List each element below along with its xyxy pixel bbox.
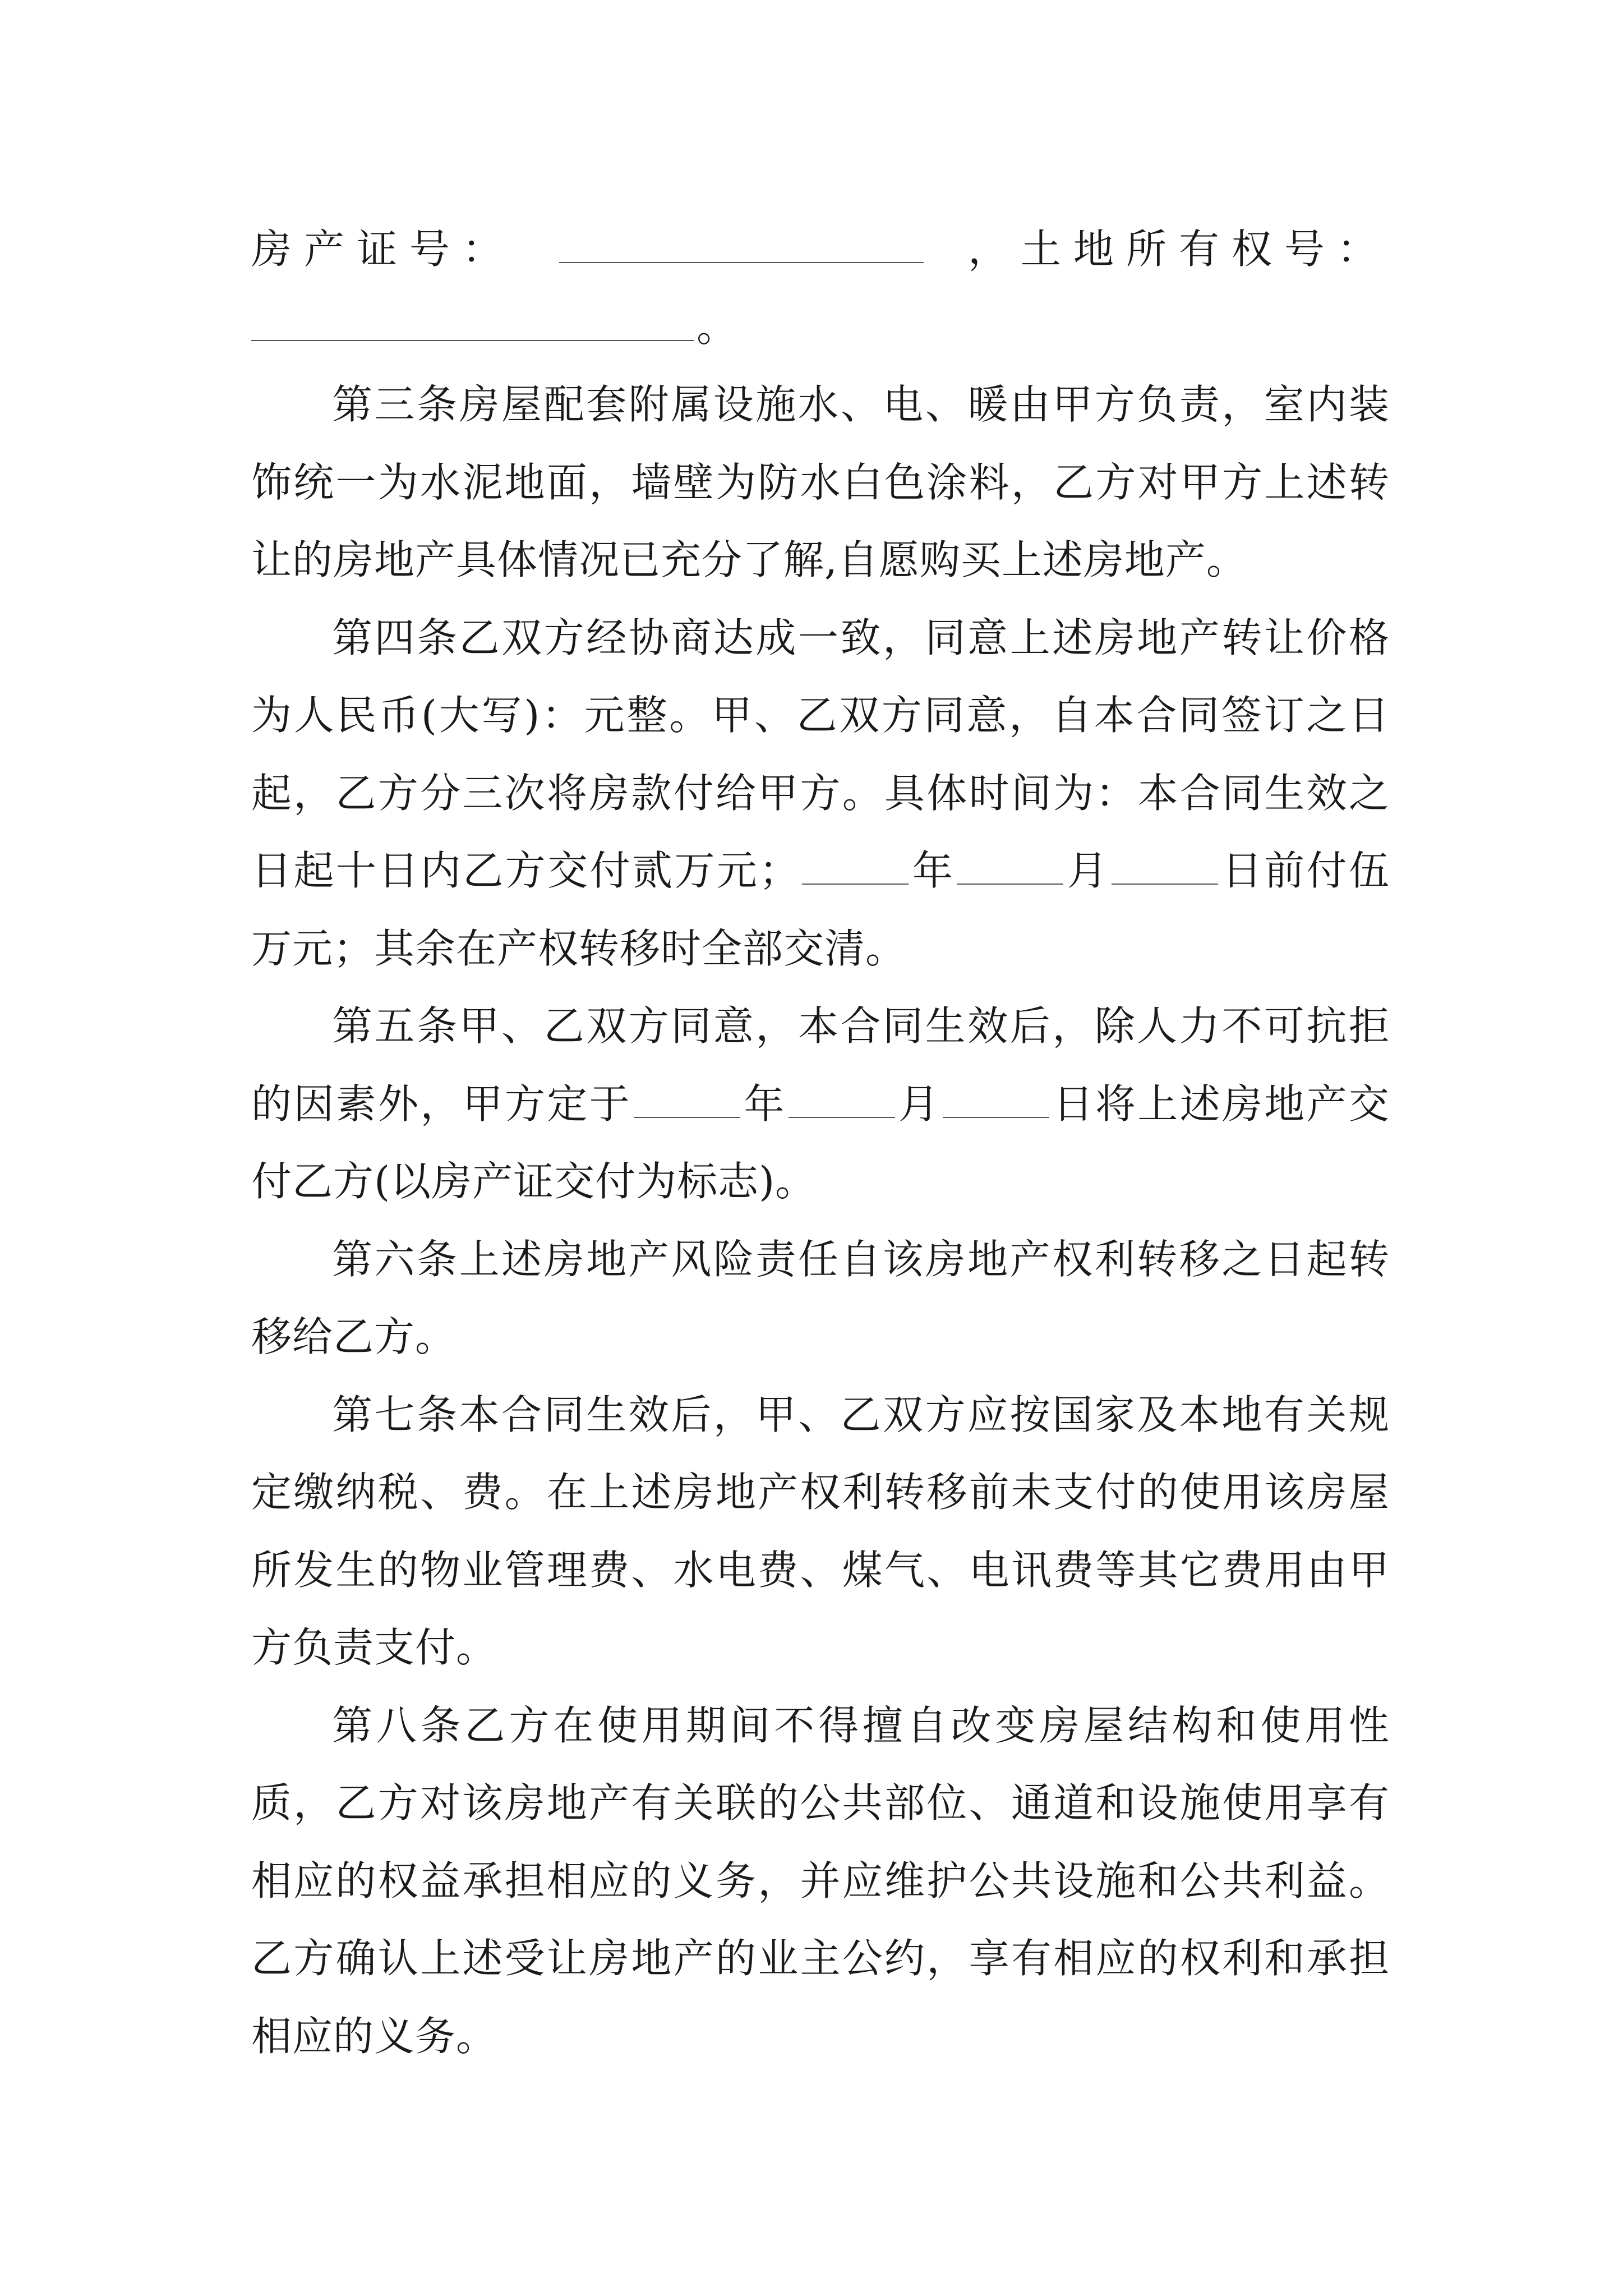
article-7: 第七条本合同生效后，甲、乙双方应按国家及本地有关规定缴纳税、费。在上述房地产权利转移前未支付的使用该房屋所发生的物业管理费、水电费、煤气、电讯费等其它费用由甲方负责支付。	[251, 1391, 1390, 1671]
article-3: 第三条房屋配套附属设施水、电、暖由甲方负责，室内装饰统一为水泥地面，墙壁为防水白色涂料，乙方对甲方上述转让的房地产具体情况已充分了解,自愿购买上述房地产。	[251, 381, 1390, 583]
day-blank	[943, 1100, 1049, 1118]
article-4-tail: 日前付伍万元；其余在产权转移时全部交清。	[251, 847, 1390, 972]
month-blank	[957, 867, 1063, 885]
year-label: 年	[911, 847, 955, 894]
land-number-line	[251, 288, 1390, 366]
month-blank	[789, 1100, 895, 1118]
land-number-blank	[251, 323, 694, 341]
article-4-text: 第四条乙双方经协商达成一致，同意上述房地产转让价格为人民币(大写)：元整。甲、乙双方同意，自本合同签订之日起，乙方分三次将房款付给甲方。具体时间为：本合同生效之日起十日内乙方交付贰万元；	[251, 614, 1390, 894]
article-5-tail: 日将上述房地产交付乙方(以房产证交付为标志)。	[251, 1080, 1390, 1205]
article-8: 第八条乙方在使用期间不得擅自改变房屋结构和使用性质，乙方对该房地产有关联的公共部位、通道和设施使用享有相应的权益承担相应的义务，并应维护公共设施和公共利益。乙方确认上述受让房地产的业主公约，享有相应的权利和承担相应的义务。	[251, 1701, 1390, 2060]
year-blank	[634, 1100, 740, 1118]
end-mark: 。	[697, 303, 738, 351]
article-4	[251, 599, 1390, 988]
land-label: ，土地所有权号：	[967, 226, 1390, 273]
certificate-line	[251, 210, 1390, 288]
article-5-text: 第五条甲、乙双方同意，本合同生效后，除人力不可抗拒的因素外，甲方定于	[251, 1002, 1390, 1128]
article-6: 第六条上述房地产风险责任自该房地产权利转移之日起转移给乙方。	[251, 1235, 1390, 1360]
day-blank	[1112, 867, 1218, 885]
month-label: 月	[1066, 847, 1110, 894]
document-page	[251, 210, 1390, 2075]
cert-number-blank	[559, 245, 924, 263]
article-5	[251, 987, 1390, 1221]
year-label: 年	[742, 1080, 786, 1128]
year-blank	[802, 867, 909, 885]
month-label: 月	[897, 1080, 941, 1128]
cert-label: 房产证号：	[251, 226, 515, 273]
